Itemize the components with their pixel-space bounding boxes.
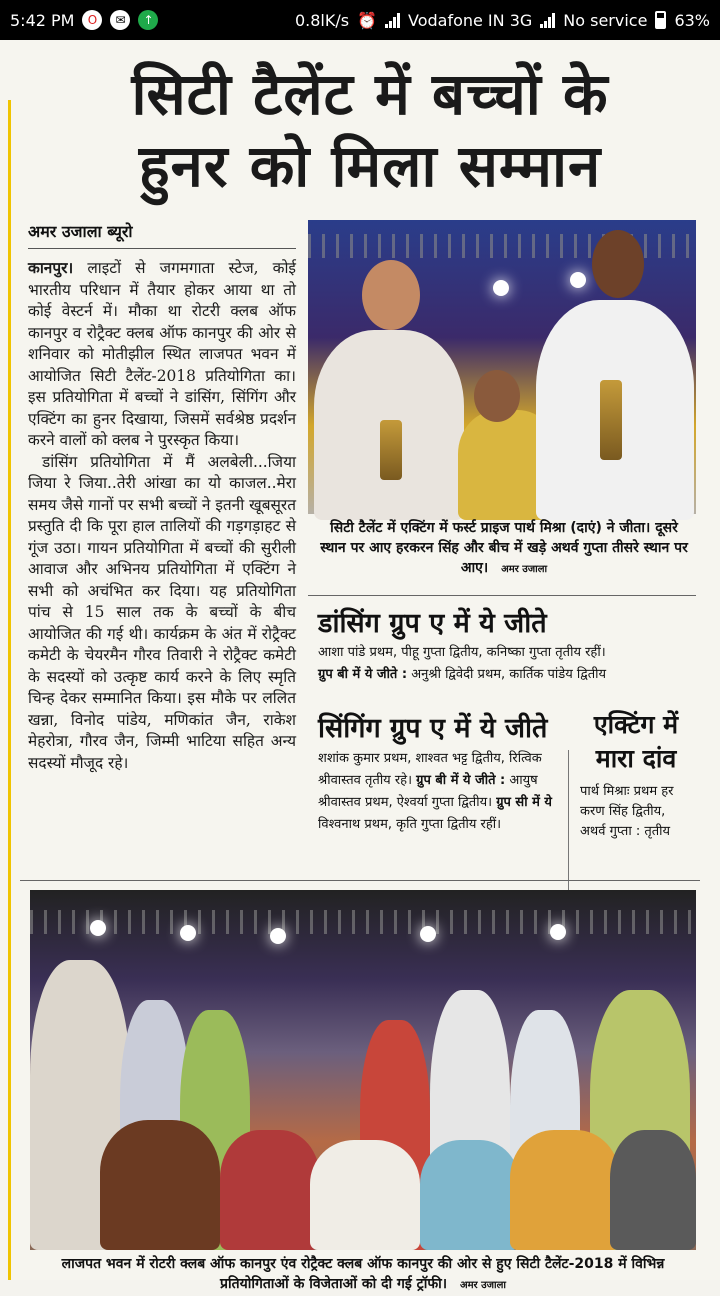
group-photo-caption-text: लाजपत भवन में रोटरी क्लब ऑफ कानपुर एंव रोट्रैक्ट क्लब ऑफ कानपुर की ओर से हुए सिटी टैलेंट-2018 में विभिन्न प्रतियोगिताओं के विजेताओं को दी गई ट्रॉफी।: [61, 1256, 665, 1292]
page-rule: [8, 100, 11, 1280]
singing-group-b-label: ग्रुप बी में ये जीते :: [416, 773, 506, 788]
byline: अमर उजाला ब्यूरो: [28, 222, 133, 241]
singing-group-c: विश्वनाथ प्रथम, कृति गुप्ता द्वितीय रहीं।: [318, 817, 502, 832]
dance-group-b-label: ग्रुप बी में ये जीते :: [318, 667, 408, 682]
stage-light: [570, 272, 586, 288]
singing-heading: सिंगिंग ग्रुप ए में ये जीते: [318, 713, 548, 744]
paragraph-1-text: लाइटों से जगमगाता स्टेज, कोई भारतीय परिधान में तैयार होकर आया था तो कोई वेस्टर्न में। मौका था रोटरी क्लब ऑफ कानपुर व रोट्रैक्ट क्लब ऑफ कानपुर की ओर से शनिवार को मोतीझील स्थित लाजपत भवन में आयोजित सिटी टैलेंट-2018 प्रतियोगिता का। इस प्रतियोगिता में बच्चों ने डांसिंग, सिंगिंग और एक्टिंग का हुनर दिखाया, जिसमें सर्वश्रेष्ठ प्रदर्शन करने वालों को क्लब ने पुरस्कृत किया।: [28, 259, 296, 449]
child-center-head: [474, 370, 520, 422]
signal-icon-2: [540, 12, 555, 28]
singing-group-c-label: ग्रुप सी में ये: [496, 795, 552, 810]
dance-group-b-text: अनुश्री द्विवेदी प्रथम, कार्तिक पांडेय द्वितीय: [411, 667, 607, 682]
headline-line-2: हुनर को मिला सम्मान: [138, 132, 602, 200]
lead-word: कानपुर।: [28, 259, 74, 277]
singing-group-a: शशांक कुमार प्रथम, शाश्वत भट्ट द्वितीय, रित्विक श्रीवास्तव तृतीय रहे।: [318, 751, 542, 788]
person-front: [420, 1140, 520, 1250]
clock: 5:42 PM: [10, 10, 75, 30]
opera-icon: O: [82, 10, 102, 30]
upload-icon: ↑: [138, 10, 158, 30]
carrier-1: Vodafone IN 3G: [407, 10, 533, 30]
group-photo-credit: अमर उजाला: [459, 1280, 506, 1291]
trophy: [600, 380, 622, 460]
person-front: [310, 1140, 420, 1250]
battery-icon: [655, 11, 666, 29]
article-body: [28, 258, 296, 868]
dance-group-a: आशा पांडे प्रथम, पीहू गुप्ता द्वितीय, कनिष्का गुप्ता तृतीय रहीं।: [318, 645, 606, 660]
stage-light: [550, 924, 566, 940]
alarm-icon: ⏰: [357, 10, 377, 30]
battery-percent: 63%: [674, 10, 710, 30]
newspaper-clipping: [0, 40, 720, 1292]
person-front: [610, 1130, 696, 1250]
acting-winners: पार्थ मिश्राः प्रथम हर करण सिंह द्वितीय, अथर्व गुप्ता : तृतीय: [580, 784, 674, 839]
stage-light: [270, 928, 286, 944]
photo-caption: [316, 518, 692, 580]
status-bar: [0, 0, 720, 40]
divider: [28, 248, 296, 249]
person-front: [220, 1130, 320, 1250]
winners-photo: [308, 220, 696, 514]
group-photo: [30, 890, 696, 1250]
person-left-head: [362, 260, 420, 330]
singing-winners: [318, 748, 558, 836]
dance-group-b: [318, 664, 688, 686]
paragraph-1: [28, 258, 296, 452]
divider: [20, 880, 700, 881]
photo-caption-text: सिटी टैलेंट में एक्टिंग में फर्स्ट प्राइज पार्थ मिश्रा (दाएं) ने जीता। दूसरे स्थान पर आए हरकरन सिंह और बीच में खड़े अथर्व गुप्ता तीसरे स्थान पर आए।: [320, 520, 688, 576]
singing-group-b: आयुष श्रीवास्तव प्रथम, ऐश्वर्या गुप्ता द्वितीय।: [318, 773, 538, 810]
person-front: [510, 1130, 620, 1250]
paragraph-2: डांसिंग प्रतियोगिता में मैं अलबेली...जिया जिया रे जिया..तेरी आंखा का यो काजल..मेरा समय जैसे गानों पर सभी बच्चों ने इतनी खूबसूरत प्रस्तुति दी कि पूरा हाल तालियों की गड़गड़ाहट से गूंज उठा। गायन प्रतियोगिता में बच्चों की सुरीली आवाज और अभिनय प्रतियोगिता में एक्टिंग ने सभी को अचंभित कर दिया। यह प्रतियोगिता पांच से 15 साल तक के बच्चों के बीच आयोजित की गई थी। कार्यक्रम के अंत में रोट्रैक्ट कमेटी के चेयरमैन गौरव तिवारी ने रोट्रैक्ट कमेटी के सदस्यों को उत्कृष्ट कार्य करने के लिए स्मृति चिन्ह देकर सम्मानित किया। इस मौके पर ललित खन्ना, विनोद पांडेय, मणिकांत जैन, राकेश मेहरोत्रा, गौरव जैन, जिम्मी भाटिया सहित अन्य सदस्यों मौजूद रहे।: [28, 452, 296, 772]
photo-credit: अमर उजाला: [501, 564, 548, 575]
stage-light: [90, 920, 106, 936]
group-photo-caption: [30, 1254, 696, 1296]
divider: [308, 595, 696, 596]
stage-light: [180, 925, 196, 941]
column-divider: [568, 750, 569, 900]
dance-heading: डांसिंग ग्रुप ए में ये जीते: [318, 608, 547, 639]
signal-icon: [385, 12, 400, 28]
acting-heading: एक्टिंग में मारा दांव: [593, 710, 679, 773]
stage-light: [493, 280, 509, 296]
stage-truss: [30, 910, 696, 934]
message-icon: ✉: [110, 10, 130, 30]
headline: [60, 58, 680, 202]
person-front: [100, 1120, 220, 1250]
network-speed: 0.8lK/s: [294, 10, 350, 30]
stage-light: [420, 926, 436, 942]
person-right-head: [592, 230, 644, 298]
dance-winners: [318, 642, 688, 686]
trophy: [380, 420, 402, 480]
carrier-2: No service: [563, 10, 648, 30]
headline-line-1: सिटी टैलेंट में बच्चों के: [131, 60, 609, 128]
